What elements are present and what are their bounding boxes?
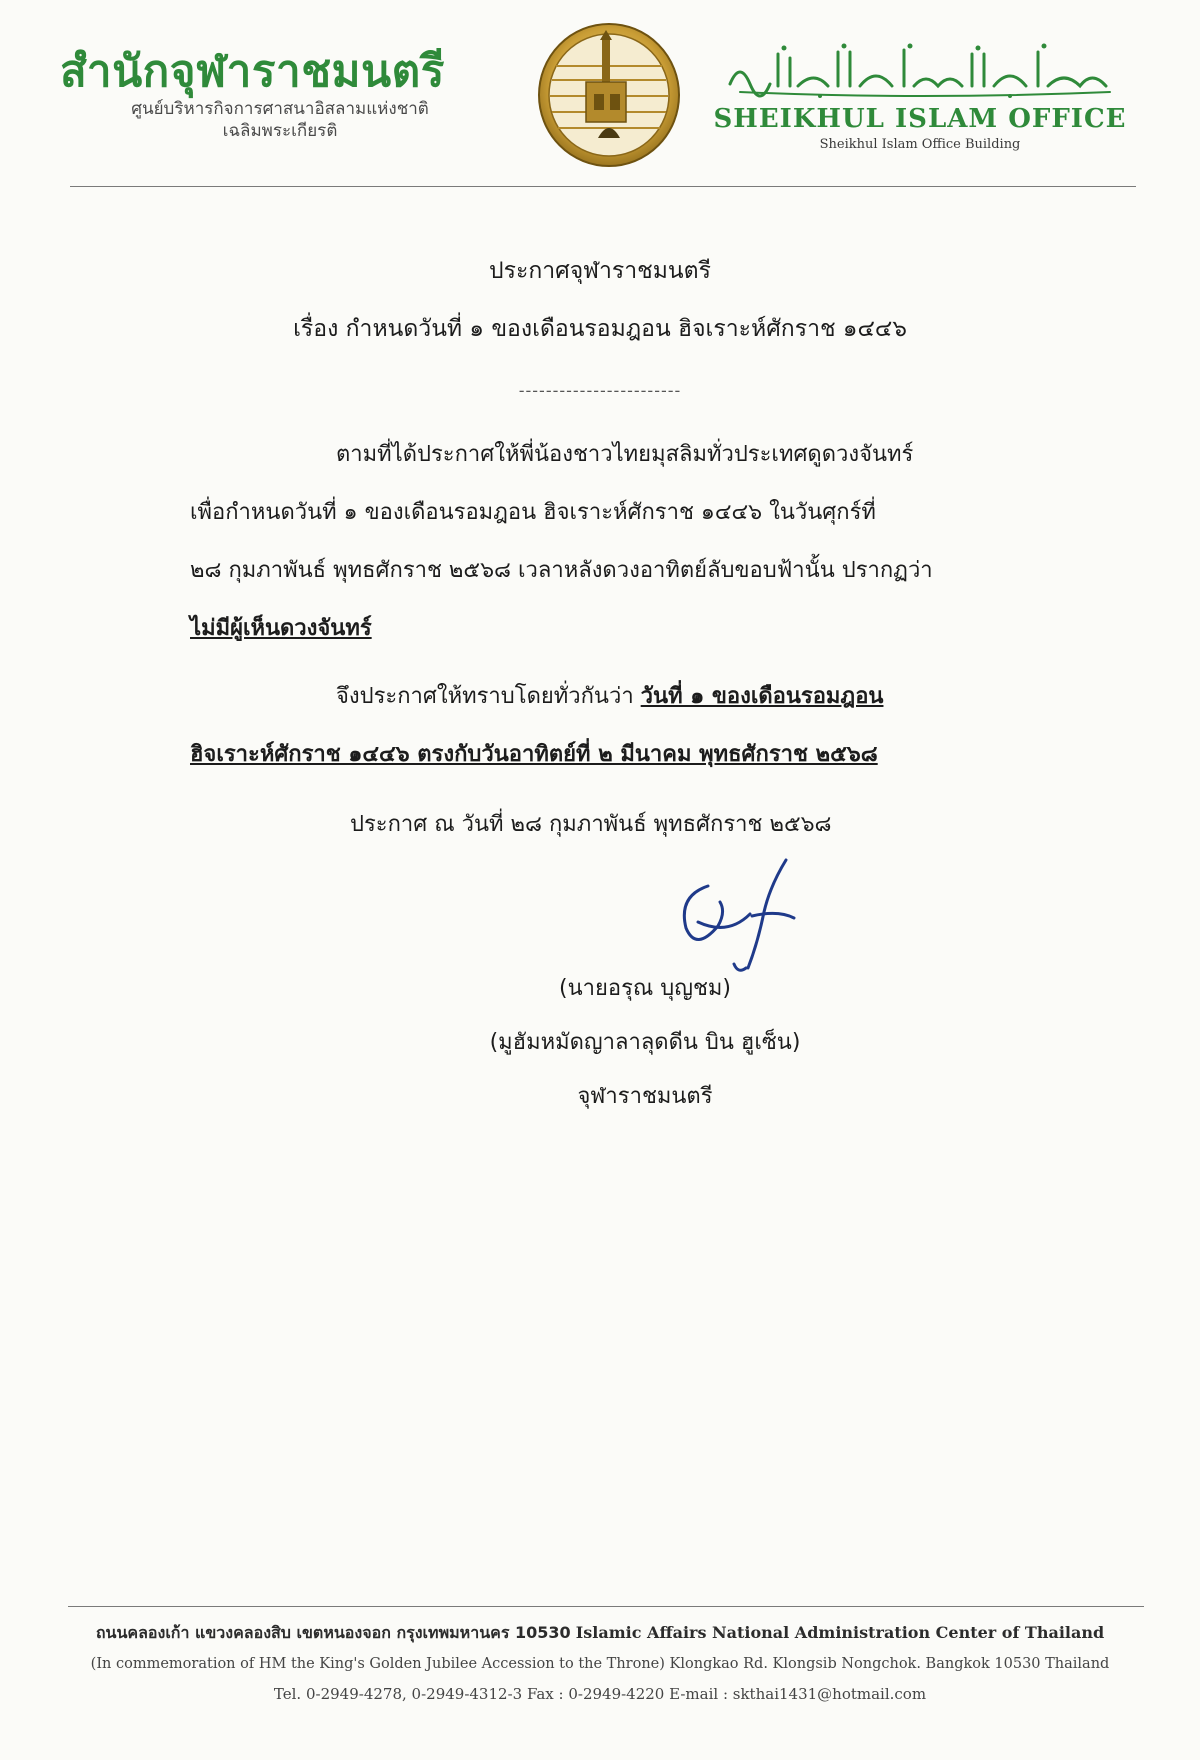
- paragraph2-line1: [336, 682, 883, 712]
- header-right-block: [700, 40, 1140, 154]
- paragraph1-line2: เพื่อกำหนดวันที่ ๑ ของเดือนรอมฎอน ฮิจเราะห์ศักราช ๑๔๔๖ ในวันศุกร์ที่: [190, 500, 876, 525]
- announcement-date: ประกาศ ณ วันที่ ๒๘ กุมภาพันธ์ พุทธศักราช ๒๕๖๘: [350, 812, 832, 837]
- footer-contact: Tel. 0-2949-4278, 0-2949-4312-3 Fax : 0-2949-4220 E-mail : skthai1431@hotmail.com: [273, 1685, 927, 1703]
- handwritten-signature: [668, 856, 814, 976]
- office-seal-logo: [536, 22, 682, 168]
- separator-line: ------------------------: [518, 381, 682, 400]
- paragraph2-lead: จึงประกาศให้ทราบโดยทั่วกันว่า: [336, 684, 641, 709]
- announcement-title: ประกาศจุฬาราชมนตรี: [489, 258, 711, 284]
- arabic-calligraphy-logo: [710, 40, 1130, 102]
- header-divider: [70, 186, 1136, 187]
- org-name-thai: สำนักจุฬาราชมนตรี: [60, 46, 445, 97]
- org-subtitle-thai-line1: ศูนย์บริหารกิจการศาสนาอิสลามแห่งชาติ: [131, 99, 429, 119]
- signatory-name-alt: (มูฮัมหมัดญาลาลุดดีน บิน ฮูเซ็น): [489, 1030, 801, 1055]
- footer-line1: [0, 1622, 1200, 1644]
- paragraph1-line4-emphasis: ไม่มีผู้เห็นดวงจันทร์: [190, 616, 372, 641]
- header-left-block: [60, 46, 520, 142]
- footer-divider: [68, 1606, 1144, 1607]
- announcement-subject: เรื่อง กำหนดวันที่ ๑ ของเดือนรอมฎอน ฮิจเราะห์ศักราช ๑๔๔๖: [293, 316, 907, 342]
- org-building-english: Sheikhul Islam Office Building: [819, 137, 1021, 152]
- paragraph1-line1: ตามที่ได้ประกาศให้พี่น้องชาวไทยมุสลิมทั่วประเทศดูดวงจันทร์: [336, 442, 914, 467]
- paragraph2-highlight: วันที่ ๑ ของเดือนรอมฎอน: [640, 684, 884, 709]
- footer-address-thai: ถนนคลองเก้า แขวงคลองสิบ เขตหนองจอก กรุงเทพมหานคร 10530: [95, 1623, 571, 1642]
- footer-address-english: (In commemoration of HM the King's Golden Jubilee Accession to the Throne) Klongkao Rd. Klongsib Nongchok. Bangkok 10530 Thailand: [90, 1656, 1110, 1672]
- paragraph1-line3: ๒๘ กุมภาพันธ์ พุทธศักราช ๒๕๖๘ เวลาหลังดวงอาทิตย์ลับขอบฟ้านั้น ปรากฏว่า: [190, 558, 933, 583]
- org-subtitle-thai-line2: เฉลิมพระเกียรติ: [222, 121, 338, 141]
- signatory-name: (นายอรุณ บุญชม): [558, 976, 732, 1001]
- org-name-english: SHEIKHUL ISLAM OFFICE: [713, 104, 1127, 134]
- footer-center-english: Islamic Affairs National Administration Center of Thailand: [575, 1623, 1105, 1642]
- paragraph2-line2-emphasis: ฮิจเราะห์ศักราช ๑๔๔๖ ตรงกับวันอาทิตย์ที่ ๒ มีนาคม พุทธศักราช ๒๕๖๘: [190, 742, 878, 767]
- signatory-position: จุฬาราชมนตรี: [577, 1084, 713, 1109]
